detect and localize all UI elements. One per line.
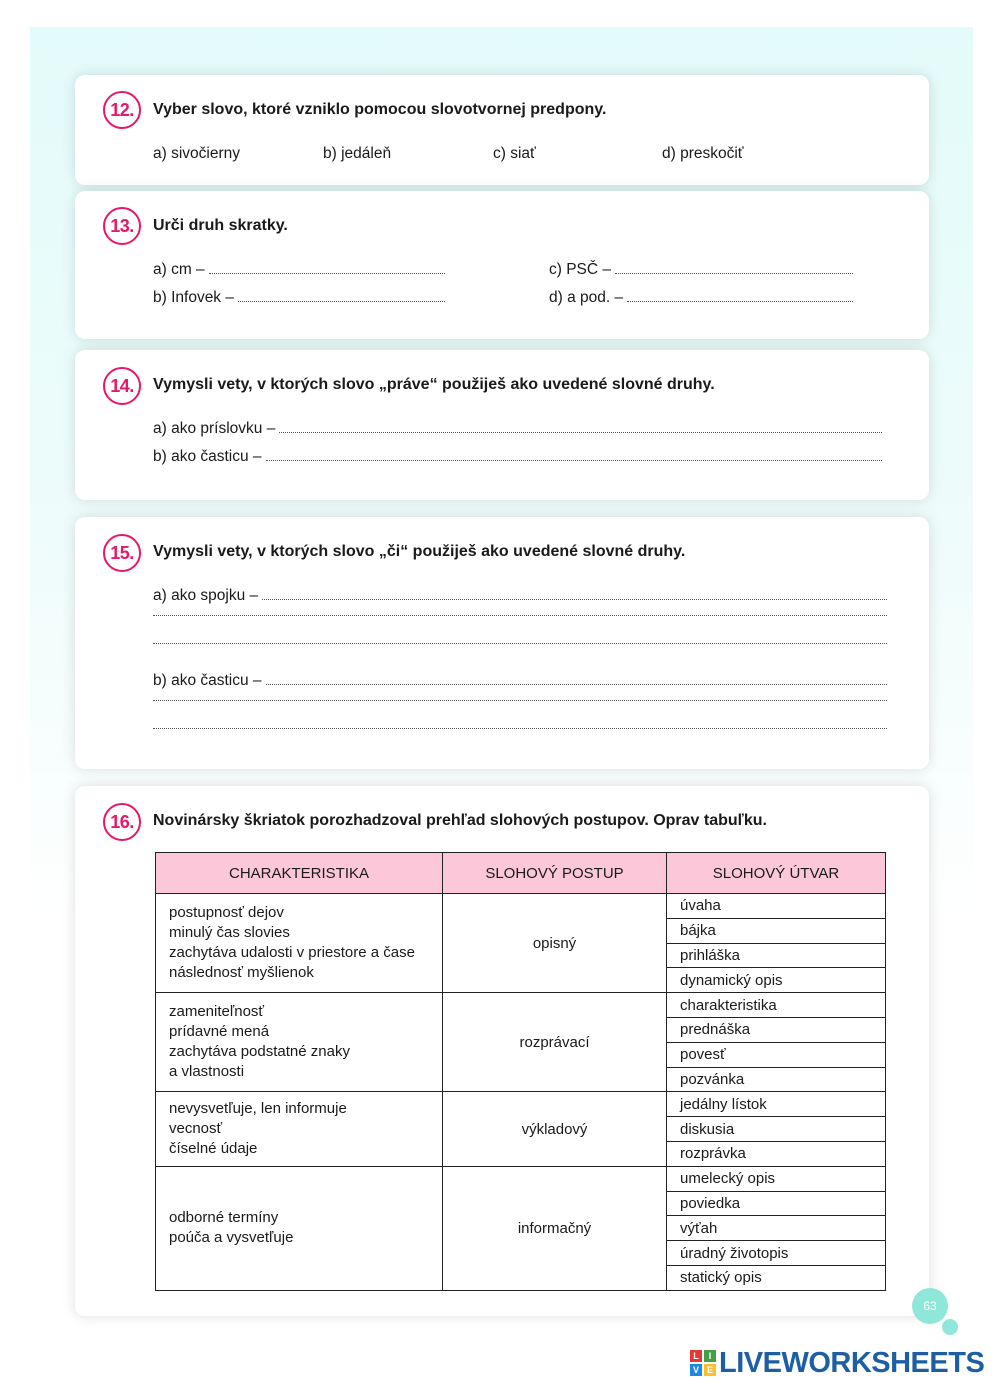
slohovy-utvar-cell[interactable]: prednáška: [667, 1017, 886, 1042]
answer-line-a[interactable]: [153, 420, 882, 438]
dotted-blank[interactable]: [627, 301, 853, 302]
option-a[interactable]: a) sivočierny: [153, 145, 240, 162]
item-label-a: a) cm –: [153, 261, 205, 278]
slohovy-utvar-cell[interactable]: dynamický opis: [667, 968, 886, 993]
table-row: [156, 894, 886, 919]
charakteristika-cell: [156, 1092, 443, 1166]
dotted-blank[interactable]: [279, 432, 882, 433]
question-16-card: [75, 786, 929, 1316]
option-c[interactable]: c) siať: [493, 145, 536, 162]
charakteristika-item: prídavné mená: [169, 1023, 270, 1041]
question-12-number: 12.: [103, 91, 141, 129]
slohovy-utvar-cell[interactable]: pozvánka: [667, 1067, 886, 1092]
item-label-d: d) a pod. –: [549, 289, 624, 306]
charakteristika-item: zachytáva udalosti v priestore a čase: [169, 944, 415, 962]
charakteristika-cell: [156, 894, 443, 993]
answer-line-a[interactable]: [153, 261, 445, 279]
question-13-number: 13.: [103, 207, 141, 245]
slohovy-utvar-cell[interactable]: úradný životopis: [667, 1241, 886, 1266]
answer-line-b[interactable]: [153, 289, 445, 307]
answer-line-d[interactable]: [549, 289, 853, 307]
charakteristika-item: nevysvetľuje, len informuje: [169, 1100, 347, 1118]
slohovy-utvar-cell[interactable]: prihláška: [667, 943, 886, 968]
dotted-blank[interactable]: [238, 301, 445, 302]
question-12-text: Vyber slovo, ktoré vzniklo pomocou slovotvornej predpony.: [153, 101, 607, 118]
dotted-blank[interactable]: [153, 728, 887, 729]
slohovy-postup-cell[interactable]: opisný: [443, 894, 667, 993]
question-16-number: 16.: [103, 803, 141, 841]
answer-line-b[interactable]: [153, 448, 882, 466]
slohove-postupy-table: [155, 852, 886, 1291]
answer-line-b[interactable]: [153, 672, 887, 690]
charakteristika-cell: [156, 1166, 443, 1290]
charakteristika-item: následnosť myšlienok: [169, 964, 314, 982]
logo-text: LIVEWORKSHEETS: [719, 1346, 985, 1379]
charakteristika-item: a vlastnosti: [169, 1063, 245, 1081]
question-14-text: Vymysli vety, v ktorých slovo „práve“ použiješ ako uvedené slovné druhy.: [153, 376, 715, 393]
charakteristika-item: postupnosť dejov: [169, 904, 284, 922]
item-label-a: a) ako spojku –: [153, 587, 259, 604]
question-13-card: [75, 191, 929, 339]
slohovy-utvar-cell[interactable]: umelecký opis: [667, 1166, 886, 1191]
answer-line-extra[interactable]: [153, 643, 887, 659]
item-label-b: b) ako časticu –: [153, 672, 262, 689]
dotted-blank[interactable]: [266, 684, 887, 685]
logo-grid-icon: [690, 1350, 716, 1376]
item-label-a: a) ako príslovku –: [153, 420, 276, 437]
item-label-b: b) Infovek –: [153, 289, 234, 306]
question-14-card: [75, 350, 929, 500]
table-body: [156, 894, 886, 1291]
slohovy-postup-cell[interactable]: rozprávací: [443, 993, 667, 1092]
slohovy-utvar-cell[interactable]: povesť: [667, 1042, 886, 1067]
slohovy-postup-cell[interactable]: výkladový: [443, 1092, 667, 1166]
option-b[interactable]: b) jedáleň: [323, 145, 392, 162]
logo-letter: E: [704, 1364, 716, 1376]
table-header-row: [156, 853, 886, 894]
charakteristika-item: zameniteľnosť: [169, 1003, 265, 1021]
question-15-text: Vymysli vety, v ktorých slovo „či“ použiješ ako uvedené slovné druhy.: [153, 543, 686, 560]
question-13-text: Urči druh skratky.: [153, 217, 288, 234]
dotted-blank[interactable]: [615, 273, 853, 274]
header-slohovy-postup: SLOHOVÝ POSTUP: [443, 853, 667, 894]
table-row: [156, 1092, 886, 1117]
charakteristika-item: číselné údaje: [169, 1140, 258, 1158]
logo-letter: L: [690, 1350, 702, 1362]
answer-line-extra[interactable]: [153, 728, 887, 744]
dotted-blank[interactable]: [153, 643, 887, 644]
charakteristika-item: minulý čas slovies: [169, 924, 290, 942]
option-d[interactable]: d) preskočiť: [662, 145, 744, 162]
question-14-number: 14.: [103, 367, 141, 405]
dotted-blank[interactable]: [153, 615, 887, 616]
question-15-number: 15.: [103, 534, 141, 572]
page-number: 63: [912, 1288, 948, 1324]
logo-letter: V: [690, 1364, 702, 1376]
slohovy-utvar-cell[interactable]: rozprávka: [667, 1141, 886, 1166]
dotted-blank[interactable]: [262, 599, 887, 600]
slohovy-utvar-cell[interactable]: diskusia: [667, 1117, 886, 1142]
slohovy-utvar-cell[interactable]: poviedka: [667, 1191, 886, 1216]
question-16-text: Novinársky škriatok porozhadzoval prehľad slohových postupov. Oprav tabuľku.: [153, 812, 767, 829]
slohovy-utvar-cell[interactable]: bájka: [667, 918, 886, 943]
dotted-blank[interactable]: [209, 273, 445, 274]
charakteristika-item: vecnosť: [169, 1120, 223, 1138]
slohovy-postup-cell[interactable]: informačný: [443, 1166, 667, 1290]
answer-line-c[interactable]: [549, 261, 853, 279]
item-label-b: b) ako časticu –: [153, 448, 262, 465]
header-slohovy-utvar: SLOHOVÝ ÚTVAR: [667, 853, 886, 894]
table-row: [156, 1166, 886, 1191]
page-badge-dot: [942, 1319, 958, 1335]
dotted-blank[interactable]: [153, 700, 887, 701]
charakteristika-cell: [156, 993, 443, 1092]
liveworksheets-logo: [690, 1346, 984, 1380]
slohovy-utvar-cell[interactable]: jedálny lístok: [667, 1092, 886, 1117]
answer-line-a[interactable]: [153, 587, 887, 605]
table-row: [156, 993, 886, 1018]
dotted-blank[interactable]: [266, 460, 882, 461]
charakteristika-item: poúča a vysvetľuje: [169, 1229, 294, 1247]
charakteristika-item: zachytáva podstatné znaky: [169, 1043, 350, 1061]
slohovy-utvar-cell[interactable]: statický opis: [667, 1265, 886, 1290]
question-12-card: [75, 75, 929, 185]
answer-line-extra[interactable]: [153, 615, 887, 631]
answer-line-extra[interactable]: [153, 700, 887, 716]
header-charakteristika: CHARAKTERISTIKA: [156, 853, 443, 894]
slohovy-utvar-cell[interactable]: výťah: [667, 1216, 886, 1241]
question-15-card: [75, 517, 929, 769]
charakteristika-item: odborné termíny: [169, 1209, 279, 1227]
item-label-c: c) PSČ –: [549, 261, 612, 278]
slohovy-utvar-cell[interactable]: úvaha: [667, 894, 886, 919]
logo-letter: I: [704, 1350, 716, 1362]
slohovy-utvar-cell[interactable]: charakteristika: [667, 993, 886, 1018]
